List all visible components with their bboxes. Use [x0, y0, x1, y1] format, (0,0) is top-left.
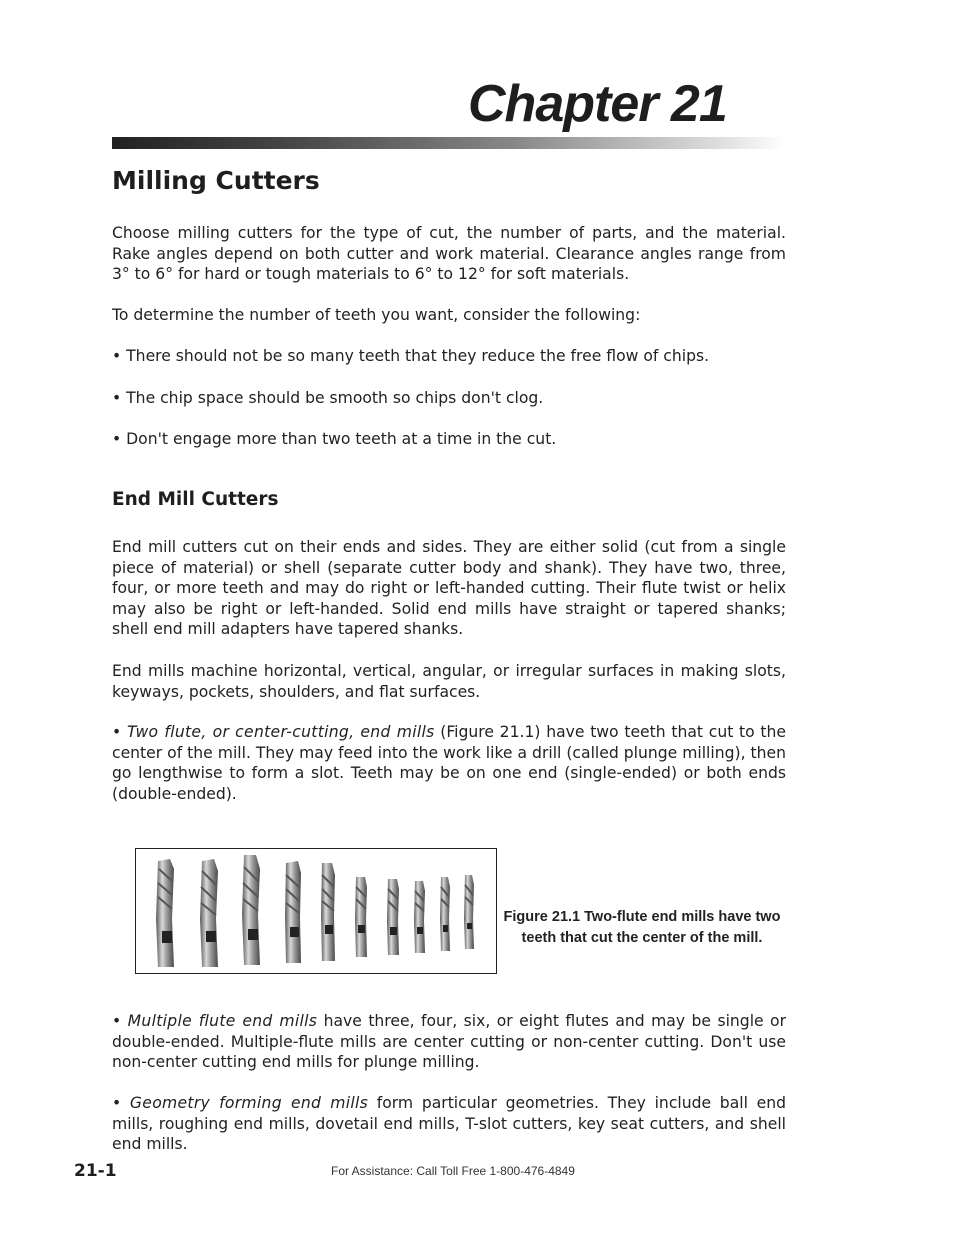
end-mill-9 [440, 877, 450, 951]
bullet-chip-space: • The chip space should be smooth so chips don't clog. [112, 389, 544, 407]
subsection-title: End Mill Cutters [112, 489, 279, 510]
end-mill-2 [200, 859, 218, 967]
end-mill-7 [387, 879, 399, 955]
end-mill-4 [285, 861, 301, 963]
end-mill-3 [242, 855, 260, 965]
footer-assistance-text: For Assistance: Call Toll Free 1-800-476-4849 [331, 1164, 575, 1178]
geometry-forming-paragraph [112, 1093, 786, 1155]
end-mill-10 [464, 875, 474, 949]
two-flute-text: (Figure 21.1) have two teeth that cut to the center of the mill. They may feed into the work like a drill (called plunge milling), then go lengthwise to form a slot. Teeth may be on one end (single-ended) or both ends (double-ended). [112, 723, 787, 803]
bullet-marker: • [112, 1012, 128, 1030]
two-flute-term: Two flute, or center-cutting, end mills [126, 723, 435, 741]
figure-caption: Figure 21.1 Two-flute end mills have two teeth that cut the center of the mill. [503, 909, 781, 946]
end-mill-6 [355, 877, 367, 957]
bullet-chip-flow: • There should not be so many teeth that they reduce the free flow of chips. [112, 347, 710, 365]
bullet-marker: • [112, 723, 127, 741]
intro-paragraph: Choose milling cutters for the type of cut, the number of parts, and the material. Rake angles depend on both cutter and work material. Clearance angles range from 3° to 6° for hard or tough materials to 6° to 12° for soft materials. [112, 224, 786, 283]
chapter-gradient-bar [112, 137, 785, 149]
chapter-title: Chapter 21 [468, 75, 727, 133]
bullet-marker: • [112, 1094, 130, 1112]
end-mill-paragraph-1: End mill cutters cut on their ends and sides. They are either solid (cut from a single piece of material) or shell (separate cutter body and shank). They have two, three, four, or more teeth and may do right or left-handed cutting. Their flute twist or helix may also be right or left-handed. Solid end mills have straight or tapered shanks; shell end mill adapters have tapered shanks. [112, 538, 786, 638]
end-mill-1 [156, 859, 174, 967]
multiple-flute-term: Multiple flute end mills [127, 1012, 318, 1030]
section-title: Milling Cutters [112, 166, 320, 195]
figure-end-mills-image [135, 848, 497, 974]
geometry-forming-term: Geometry forming end mills [129, 1094, 369, 1112]
end-mill-5 [321, 863, 335, 961]
end-mill-8 [414, 881, 425, 953]
bullet-engage-teeth: • Don't engage more than two teeth at a time in the cut. [112, 430, 557, 448]
multiple-flute-paragraph [112, 1011, 786, 1073]
teeth-lead-paragraph: To determine the number of teeth you want, consider the following: [112, 306, 641, 324]
geometry-forming-text: form particular geometries. They include ball end mills, roughing end mills, dovetail end mills, T-slot cutters, key seat cutters, and shell end mills. [112, 1094, 787, 1153]
two-flute-paragraph [112, 722, 786, 804]
page-number: 21-1 [74, 1161, 117, 1181]
end-mill-paragraph-2: End mills machine horizontal, vertical, angular, or irregular surfaces in making slots, keyways, pockets, shoulders, and flat surfaces. [112, 662, 786, 701]
multiple-flute-text: have three, four, six, or eight flutes and may be single or double-ended. Multiple-flute mills are center cutting or non-center cutting. Don't use non-center cutting end mills for plunge milling. [112, 1012, 787, 1071]
end-mills-photo [136, 849, 496, 973]
